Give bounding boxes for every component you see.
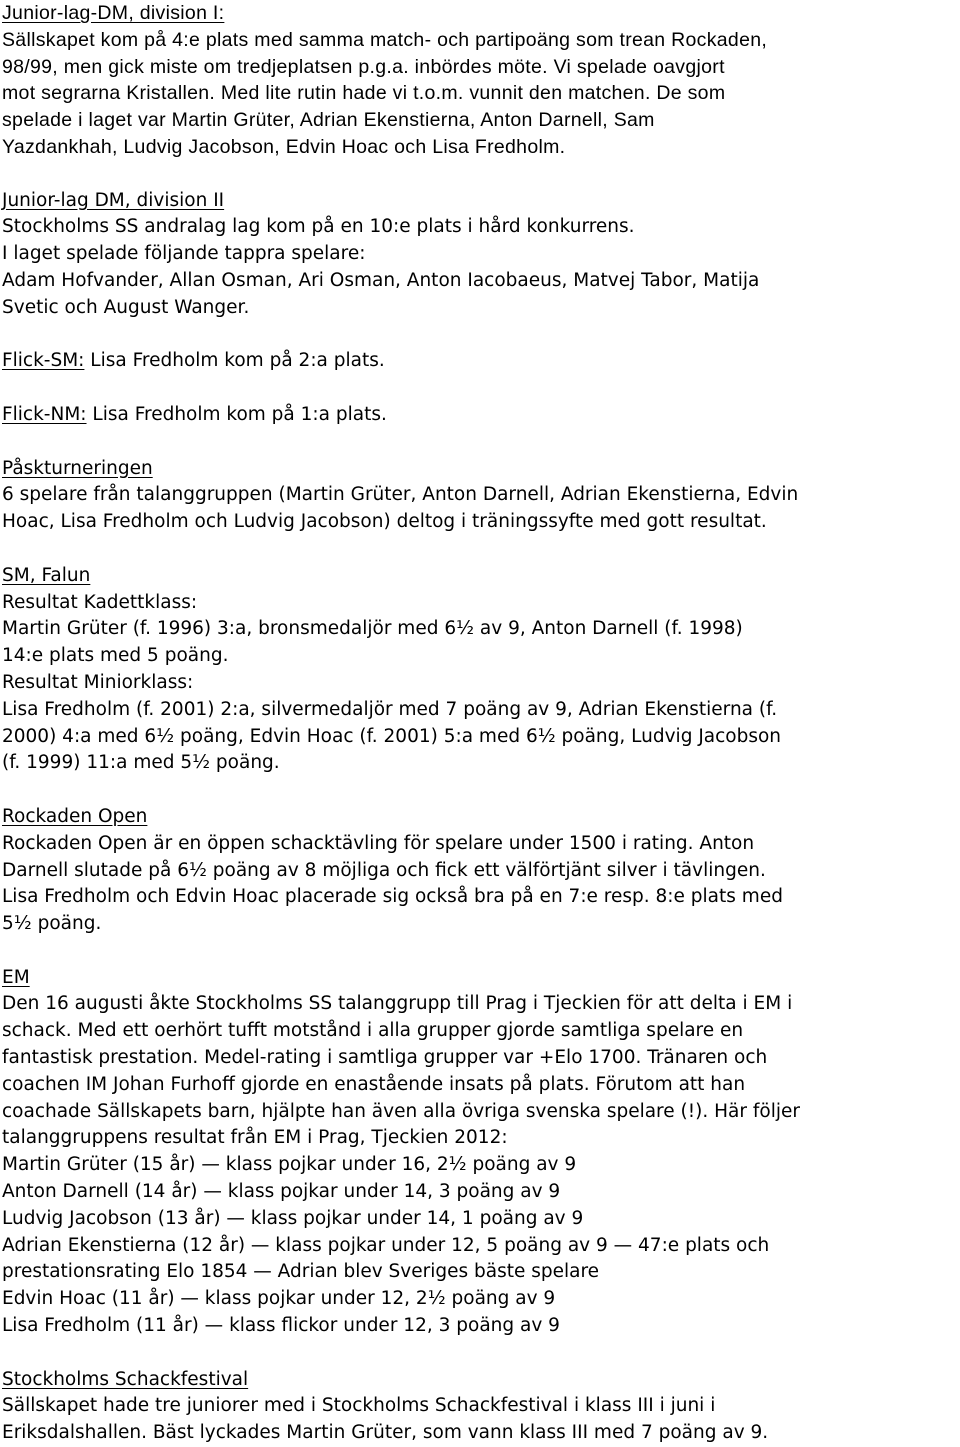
result-list-item: prestationsrating Elo 1854 — Adrian blev Sveriges bäste spelare bbox=[2, 1261, 600, 1283]
paragraph-line: Lisa Fredholm (f. 2001) 2:a, silvermedaljör med 7 poäng av 9, Adrian Ekenstierna (f. bbox=[2, 698, 778, 720]
result-label: Flick-NM: bbox=[2, 403, 87, 425]
paragraph-line: Den 16 augusti åkte Stockholms SS talanggrupp till Prag i Tjeckien för att delta i EM i bbox=[2, 993, 793, 1015]
paragraph-line: Martin Grüter (f. 1996) 3:a, bronsmedaljör med 6½ av 9, Anton Darnell (f. 1998) bbox=[2, 618, 743, 640]
paragraph-line: 2000) 4:a med 6½ poäng, Edvin Hoac (f. 2001) 5:a med 6½ poäng, Ludvig Jacobson bbox=[2, 725, 782, 747]
paragraph-line: Stockholms SS andralag lag kom på en 10:e plats i hård konkurrens. bbox=[2, 216, 635, 238]
paragraph-line: Eriksdalshallen. Bäst lyckades Martin Grüter, som vann klass III med 7 poäng av 9. bbox=[2, 1422, 769, 1444]
paragraph-line: Resultat Kadettklass: bbox=[2, 591, 198, 613]
paragraph-line: fantastisk prestation. Medel-rating i samtliga grupper var +Elo 1700. Tränaren och bbox=[2, 1047, 768, 1069]
paragraph-line: 14:e plats med 5 poäng. bbox=[2, 645, 229, 667]
paragraph-line: coachade Sällskapets barn, hjälpte han även alla övriga svenska spelare (!). Här följer bbox=[2, 1100, 800, 1122]
section-em bbox=[2, 965, 960, 1340]
result-list-item: Ludvig Jacobson (13 år) — klass pojkar under 14, 1 poäng av 9 bbox=[2, 1207, 584, 1229]
paragraph-line: Lisa Fredholm och Edvin Hoac placerade sig också bra på en 7:e resp. 8:e plats med bbox=[2, 886, 783, 908]
result-list-item: Martin Grüter (15 år) — klass pojkar under 16, 2½ poäng av 9 bbox=[2, 1154, 577, 1176]
section-heading: Junior-lag DM, division II bbox=[2, 189, 225, 211]
result-line bbox=[2, 348, 960, 375]
paragraph-line: 5½ poäng. bbox=[2, 913, 102, 935]
section-flick-nm bbox=[2, 402, 960, 429]
paragraph-line: Sällskapet kom på 4:e plats med samma match- och partipoäng som trean Rockaden, bbox=[2, 28, 768, 51]
result-list-item: Anton Darnell (14 år) — klass pojkar under 14, 3 poäng av 9 bbox=[2, 1181, 561, 1203]
result-list-item: Adrian Ekenstierna (12 år) — klass pojkar under 12, 5 poäng av 9 — 47:e plats och bbox=[2, 1234, 770, 1256]
paragraph-line: mot segrarna Kristallen. Med lite rutin hade vi t.o.m. vunnit den matchen. De som bbox=[2, 82, 726, 105]
section-stockholms-schackfestival bbox=[2, 1367, 960, 1447]
section-heading: SM, Falun bbox=[2, 564, 91, 586]
result-text: Lisa Fredholm kom på 2:a plats. bbox=[84, 350, 385, 372]
section-heading: Junior-lag-DM, division I: bbox=[2, 2, 225, 24]
result-list-item: Lisa Fredholm (11 år) — klass flickor under 12, 3 poäng av 9 bbox=[2, 1315, 560, 1337]
paragraph-line: Yazdankhah, Ludvig Jacobson, Edvin Hoac och Lisa Fredholm. bbox=[2, 135, 566, 158]
result-list-item: Edvin Hoac (11 år) — klass pojkar under 12, 2½ poäng av 9 bbox=[2, 1288, 556, 1310]
result-line bbox=[2, 402, 960, 429]
paragraph-line: Rockaden Open är en öppen schacktävling för spelare under 1500 i rating. Anton bbox=[2, 832, 755, 854]
result-text: Lisa Fredholm kom på 1:a plats. bbox=[86, 403, 387, 425]
section-junior-lag-dm-div2 bbox=[2, 188, 960, 322]
paragraph-line: Adam Hofvander, Allan Osman, Ari Osman, Anton Iacobaeus, Matvej Tabor, Matija bbox=[2, 269, 760, 291]
paragraph-line: I laget spelade följande tappra spelare: bbox=[2, 243, 366, 265]
paragraph-line: Sällskapet hade tre juniorer med i Stockholms Schackfestival i klass III i juni i bbox=[2, 1395, 716, 1417]
paragraph-line: Resultat Miniorklass: bbox=[2, 671, 194, 693]
section-heading: Stockholms Schackfestival bbox=[2, 1368, 249, 1390]
section-paskturneringen bbox=[2, 456, 960, 536]
section-sm-falun bbox=[2, 563, 960, 777]
paragraph-line: Darnell slutade på 6½ poäng av 8 möjliga och fick ett välförtjänt silver i tävlingen. bbox=[2, 859, 766, 881]
paragraph-line: Hoac, Lisa Fredholm och Ludvig Jacobson) deltog i träningssyfte med gott resultat. bbox=[2, 511, 767, 533]
section-heading: Rockaden Open bbox=[2, 805, 148, 827]
paragraph-line: (f. 1999) 11:a med 5½ poäng. bbox=[2, 752, 280, 774]
paragraph-line: 98/99, men gick miste om tredjeplatsen p.g.a. inbördes möte. Vi spelade oavgjort bbox=[2, 55, 725, 78]
section-heading: EM bbox=[2, 966, 30, 988]
paragraph-line: spelade i laget var Martin Grüter, Adrian Ekenstierna, Anton Darnell, Sam bbox=[2, 109, 655, 132]
paragraph-line: coachen IM Johan Furhoff gjorde en enastående insats på plats. Förutom att han bbox=[2, 1073, 746, 1095]
paragraph-line: schack. Med ett oerhört tufft motstånd i alla grupper gjorde samtliga spelare en bbox=[2, 1020, 744, 1042]
section-rockaden-open bbox=[2, 804, 960, 938]
section-heading: Påskturneringen bbox=[2, 457, 153, 479]
section-flick-sm bbox=[2, 348, 960, 375]
section-junior-lag-dm-div1 bbox=[2, 0, 960, 161]
paragraph-line: talanggruppens resultat från EM i Prag, Tjeckien 2012: bbox=[2, 1127, 508, 1149]
result-label: Flick-SM: bbox=[2, 350, 85, 372]
paragraph-line: 6 spelare från talanggruppen (Martin Grüter, Anton Darnell, Adrian Ekenstierna, Edvin bbox=[2, 484, 799, 506]
paragraph-line: Svetic och August Wanger. bbox=[2, 296, 250, 318]
